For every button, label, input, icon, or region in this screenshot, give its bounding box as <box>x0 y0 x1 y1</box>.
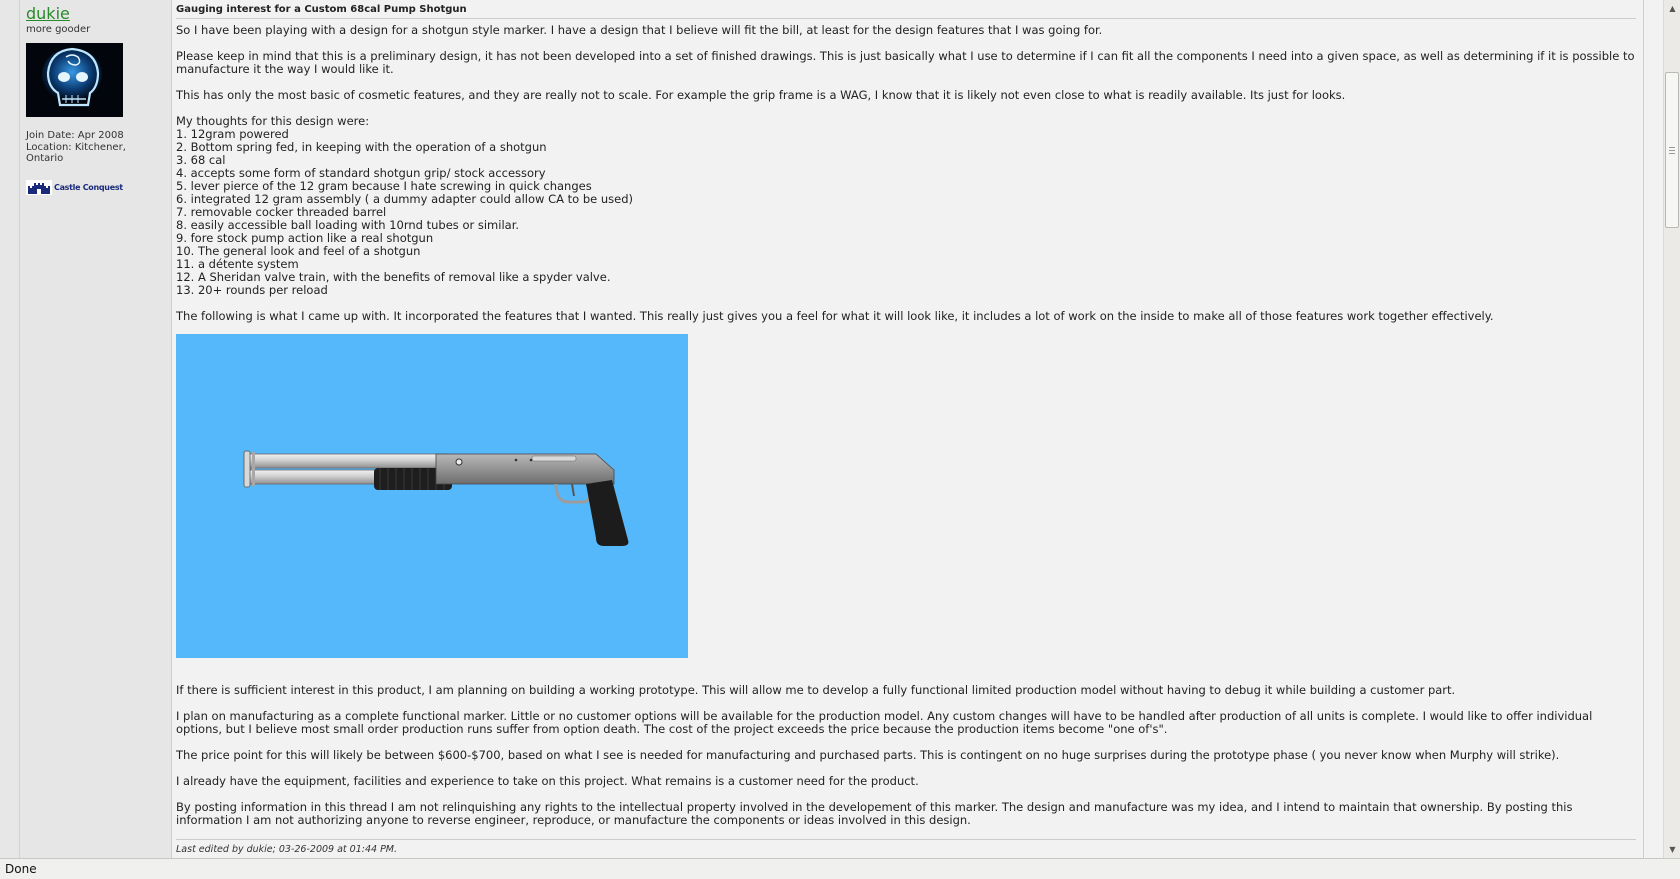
list-item: 13. 20+ rounds per reload <box>176 283 328 297</box>
shotgun-illustration-icon <box>176 334 688 658</box>
castle-icon <box>26 180 52 195</box>
scrollbar-grip-icon <box>1669 147 1675 154</box>
castle-conquest-badge[interactable] <box>26 179 124 196</box>
list-item: 4. accepts some form of standard shotgun grip/ stock accessory <box>176 166 546 180</box>
thoughts-heading: My thoughts for this design were: <box>176 114 370 128</box>
username-link[interactable]: dukie <box>26 4 70 23</box>
user-info-panel <box>20 0 172 858</box>
post-equipment: I already have the equipment, facilities and experience to take on this project. What remains is a customer need for the product. <box>176 774 919 788</box>
list-item: 11. a détente system <box>176 257 299 271</box>
list-item: 7. removable cocker threaded barrel <box>176 205 387 219</box>
user-details <box>26 130 171 165</box>
skull-avatar-icon <box>26 43 123 117</box>
scroll-down-arrow-icon[interactable]: ▼ <box>1669 845 1676 854</box>
post-cosmetic-note: This has only the most basic of cosmetic features, and they are really not to scale. For example the grip frame is a WAG, I know that it is likely not even close to what is readily available. Its just for looks. <box>176 88 1346 102</box>
location-continued: Ontario <box>26 153 64 164</box>
list-item: 2. Bottom spring fed, in keeping with the operation of a shotgun <box>176 140 547 154</box>
post-interest: If there is sufficient interest in this product, I am planning on building a working prototype. This will allow me to develop a fully functional limited production model without having to debug it while building a customer part. <box>176 683 1456 697</box>
page-left-margin <box>0 0 20 858</box>
list-item: 5. lever pierce of the 12 gram because I hate screwing in quick changes <box>176 179 592 193</box>
list-item: 9. fore stock pump action like a real shotgun <box>176 231 434 245</box>
scrollbar-thumb[interactable] <box>1665 72 1679 228</box>
last-edited-note: Last edited by dukie; 03-26-2009 at 01:44 PM. <box>176 839 1636 855</box>
list-item: 8. easily accessible ball loading with 10rnd tubes or similar. <box>176 218 520 232</box>
list-item: 12. A Sheridan valve train, with the benefits of removal like a spyder valve. <box>176 270 611 284</box>
design-thoughts-list <box>176 115 1636 297</box>
user-title: more gooder <box>26 24 91 35</box>
join-date: Join Date: Apr 2008 <box>26 130 124 141</box>
post-price: The price point for this will likely be between $600-$700, based on what I see is needed for manufacturing and purchased parts. This is contingent on no huge surprises during the prototype phase ( you never know when Murphy will strike). <box>176 748 1560 762</box>
scroll-up-arrow-icon[interactable]: ▲ <box>1669 4 1676 13</box>
avatar[interactable] <box>26 43 123 117</box>
vertical-scrollbar[interactable] <box>1663 0 1680 858</box>
badge-label: Castle Conquest <box>54 182 123 192</box>
list-item: 6. integrated 12 gram assembly ( a dummy adapter could allow CA to be used) <box>176 192 634 206</box>
post-intro: So I have been playing with a design for a shotgun style marker. I have a design that I believe will fit the bill, at least for the design features that I was going for. <box>176 23 1103 37</box>
post-content <box>172 0 1644 858</box>
post-preliminary-note: Please keep in mind that this is a preliminary design, it has not been developed into a set of finished drawings. This is just basically what I use to determine if I can fit all the components I need into a given space, as well as determining if it is possible to manufacture it the way I would like it. <box>176 49 1635 76</box>
post-following: The following is what I came up with. It incorporated the features that I wanted. This really just gives you a feel for what it will look like, it includes a lot of work on the inside to make all of those features work together effectively. <box>176 309 1494 323</box>
location: Location: Kitchener, <box>26 141 126 153</box>
list-item: 10. The general look and feel of a shotgun <box>176 244 421 258</box>
post-ip-notice: By posting information in this thread I am not relinquishing any rights to the intellectual property involved in the developement of this marker. The design and manufacture was my idea, and I intend to maintain that ownership. By posting this information I am not authorizing anyone to reverse engineer, reproduce, or manufacture the components or ideas involved in this design. <box>176 800 1573 827</box>
list-item: 1. 12gram powered <box>176 127 289 141</box>
status-bar <box>0 858 1680 879</box>
post-manufacturing: I plan on manufacturing as a complete functional marker. Little or no customer options will be available for the production model. Any custom changes will have to be handled after production of all units is complete. I would like to offer individual options, but I believe most small order production runs suffer from option death. The cost of the project exceeds the price because the production items become "one of's". <box>176 709 1593 736</box>
status-text: Done <box>5 862 37 876</box>
shotgun-design-image[interactable] <box>176 334 688 658</box>
post-title: Gauging interest for a Custom 68cal Pump Shotgun <box>176 4 1636 19</box>
list-item: 3. 68 cal <box>176 153 226 167</box>
post-body <box>176 19 1636 827</box>
